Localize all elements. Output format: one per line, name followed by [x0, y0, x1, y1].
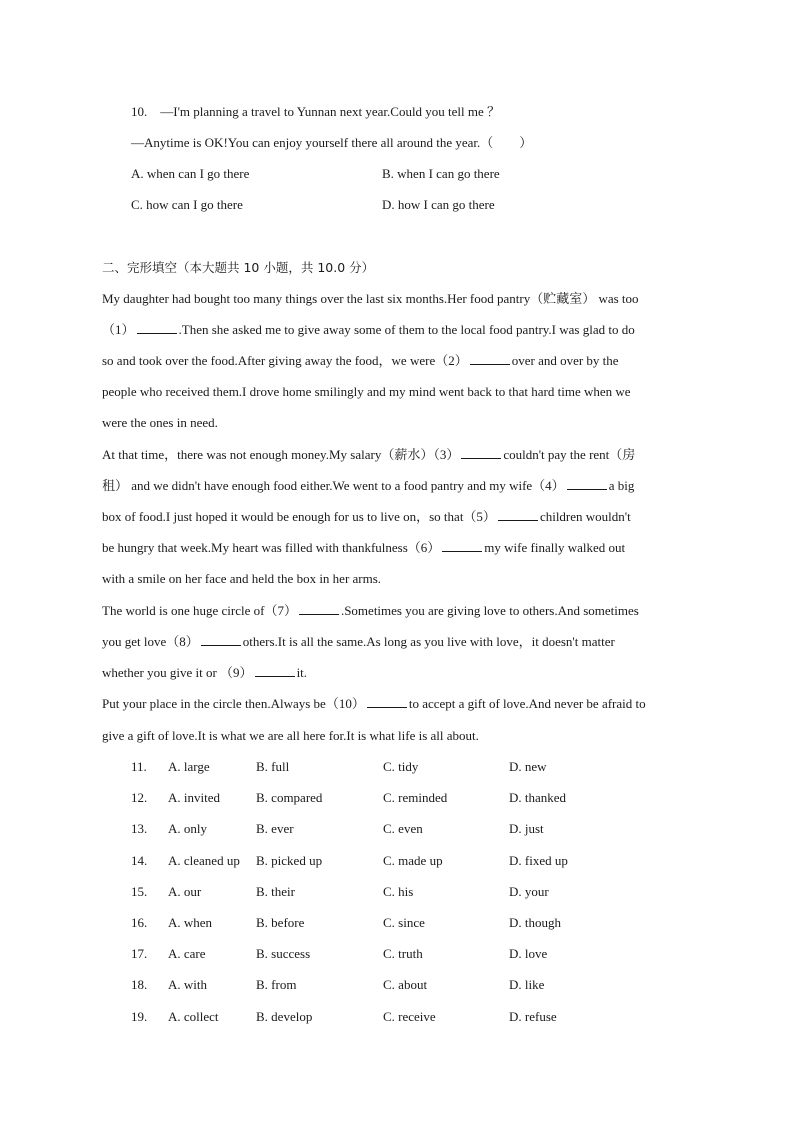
- choice-option-a[interactable]: A. large: [168, 759, 210, 774]
- choice-number: 12.: [131, 790, 148, 805]
- passage-line: [102, 663, 307, 683]
- passage-text: 租） and we didn't have enough food either.We went to a food pantry and my wife（4）: [102, 478, 565, 493]
- cloze-blank[interactable]: [255, 664, 295, 677]
- passage-line: [102, 726, 479, 746]
- passage-line: [102, 507, 631, 527]
- q10-stem-line2: —Anytime is OK!You can enjoy yourself there all around the year.（ ）: [131, 135, 533, 150]
- choice-number: 19.: [131, 1009, 148, 1024]
- passage-line: [102, 569, 381, 589]
- passage-line: [102, 632, 615, 652]
- q10-option-d[interactable]: D. how I can go there: [382, 197, 495, 212]
- q10-options-row2: [131, 195, 495, 215]
- q10-stem-line1: 10. —I'm planning a travel to Yunnan next year.Could you tell me ？: [131, 104, 501, 119]
- choice-row: [131, 944, 609, 964]
- choice-option-d[interactable]: D. though: [509, 915, 561, 930]
- q10-option-a[interactable]: A. when can I go there: [131, 166, 250, 181]
- passage-line: [102, 694, 646, 714]
- passage-line: [102, 320, 635, 340]
- passage-text: a big: [608, 478, 635, 493]
- q10-option-b[interactable]: B. when I can go there: [382, 166, 500, 181]
- passage-text: to accept a gift of love.And never be afraid to: [408, 696, 646, 711]
- q10-options-row1: [131, 164, 500, 184]
- passage-text: you get love（8）: [102, 634, 199, 649]
- passage-text: with a smile on her face and held the box in her arms.: [102, 571, 382, 586]
- choice-option-a[interactable]: A. collect: [168, 1009, 219, 1024]
- choice-option-b[interactable]: B. full: [256, 759, 290, 774]
- cloze-blank[interactable]: [367, 695, 407, 708]
- choice-number: 15.: [131, 884, 148, 899]
- passage-text: be hungry that week.My heart was filled with thankfulness（6）: [102, 540, 441, 555]
- passage-text: it.: [296, 665, 308, 680]
- choice-option-d[interactable]: D. thanked: [509, 790, 567, 805]
- cloze-blank[interactable]: [498, 508, 538, 521]
- choice-option-a[interactable]: A. cleaned up: [168, 853, 240, 868]
- section-title: 二、完形填空（本大题共 10 小题，共 10.0 分）: [102, 260, 375, 275]
- choice-option-b[interactable]: B. picked up: [256, 853, 323, 868]
- choice-option-d[interactable]: D. just: [509, 821, 544, 836]
- passage-line: [102, 538, 625, 558]
- choice-option-b[interactable]: B. success: [256, 946, 311, 961]
- choice-option-a[interactable]: A. care: [168, 946, 206, 961]
- choice-option-c[interactable]: C. even: [383, 821, 423, 836]
- choice-option-d[interactable]: D. refuse: [509, 1009, 557, 1024]
- choice-option-b[interactable]: B. before: [256, 915, 305, 930]
- passage-text: .Sometimes you are giving love to others.And sometimes: [340, 603, 639, 618]
- choice-option-d[interactable]: D. your: [509, 884, 549, 899]
- passage-text: so and took over the food.After giving away the food，we were（2）: [102, 353, 468, 368]
- passage-line: [102, 382, 631, 402]
- choice-option-c[interactable]: C. about: [383, 977, 428, 992]
- passage-text: The world is one huge circle of（7）: [102, 603, 297, 618]
- choice-row: [131, 788, 609, 808]
- choice-option-b[interactable]: B. compared: [256, 790, 323, 805]
- choice-option-d[interactable]: D. new: [509, 759, 547, 774]
- choice-number: 14.: [131, 853, 148, 868]
- passage-text: （1）: [102, 322, 135, 337]
- choice-number: 11.: [131, 759, 147, 774]
- choice-option-c[interactable]: C. since: [383, 915, 425, 930]
- choice-option-c[interactable]: C. tidy: [383, 759, 419, 774]
- choice-option-a[interactable]: A. with: [168, 977, 207, 992]
- choice-option-d[interactable]: D. love: [509, 946, 548, 961]
- cloze-blank[interactable]: [137, 321, 177, 334]
- choice-option-a[interactable]: A. only: [168, 821, 207, 836]
- choice-option-a[interactable]: A. our: [168, 884, 202, 899]
- choice-row: [131, 851, 609, 871]
- choice-option-d[interactable]: D. fixed up: [509, 853, 568, 868]
- passage-text: whether you give it or （9）: [102, 665, 253, 680]
- choice-option-c[interactable]: C. his: [383, 884, 414, 899]
- passage-text: my wife finally walked out: [484, 540, 626, 555]
- passage-text: .Then she asked me to give away some of them to the local food pantry.I was glad to do: [178, 322, 635, 337]
- cloze-blank[interactable]: [470, 352, 510, 365]
- passage-text: others.It is all the same.As long as you live with love，it doesn't matter: [242, 634, 615, 649]
- choice-number: 16.: [131, 915, 148, 930]
- choice-option-c[interactable]: C. made up: [383, 853, 443, 868]
- passage-line: [102, 413, 218, 433]
- choice-option-a[interactable]: A. invited: [168, 790, 220, 805]
- choice-number: 18.: [131, 977, 148, 992]
- q10-option-c[interactable]: C. how can I go there: [131, 197, 243, 212]
- passage-text: At that time，there was not enough money.My salary（薪水）（3）: [102, 447, 460, 462]
- passage-line: [102, 445, 635, 465]
- passage-text: people who received them.I drove home smilingly and my mind went back to that hard time when we: [102, 384, 631, 399]
- passage-text: over and over by the: [511, 353, 619, 368]
- cloze-blank[interactable]: [461, 446, 501, 459]
- choice-option-c[interactable]: C. truth: [383, 946, 423, 961]
- choice-option-c[interactable]: C. receive: [383, 1009, 436, 1024]
- choice-option-a[interactable]: A. when: [168, 915, 213, 930]
- choice-row: [131, 975, 609, 995]
- choice-row: [131, 819, 609, 839]
- cloze-blank[interactable]: [442, 539, 482, 552]
- passage-text: box of food.I just hoped it would be enough for us to live on，so that（5）: [102, 509, 496, 524]
- passage-text: My daughter had bought too many things over the last six months.Her food pantry（贮藏室） was too: [102, 291, 639, 306]
- passage-line: [102, 289, 639, 309]
- passage-line: [102, 601, 639, 621]
- choice-option-b[interactable]: B. ever: [256, 821, 294, 836]
- passage-line: [102, 476, 634, 496]
- choice-number: 17.: [131, 946, 148, 961]
- passage-text: were the ones in need.: [102, 415, 218, 430]
- cloze-blank[interactable]: [299, 602, 339, 615]
- choice-row: [131, 882, 609, 902]
- choice-option-b[interactable]: B. from: [256, 977, 297, 992]
- passage-text: children wouldn't: [539, 509, 631, 524]
- choice-option-c[interactable]: C. reminded: [383, 790, 448, 805]
- cloze-blank[interactable]: [567, 477, 607, 490]
- choice-option-b[interactable]: B. develop: [256, 1009, 313, 1024]
- passage-line: [102, 351, 619, 371]
- choice-row: [131, 913, 609, 933]
- cloze-blank[interactable]: [201, 633, 241, 646]
- choice-row: [131, 757, 609, 777]
- passage-text: Put your place in the circle then.Always be（10）: [102, 696, 365, 711]
- choice-option-d[interactable]: D. like: [509, 977, 545, 992]
- choice-number: 13.: [131, 821, 148, 836]
- passage-text: give a gift of love.It is what we are all here for.It is what life is all about.: [102, 728, 479, 743]
- choice-option-b[interactable]: B. their: [256, 884, 295, 899]
- passage-text: couldn't pay the rent（房: [503, 447, 636, 462]
- choice-row: [131, 1007, 609, 1027]
